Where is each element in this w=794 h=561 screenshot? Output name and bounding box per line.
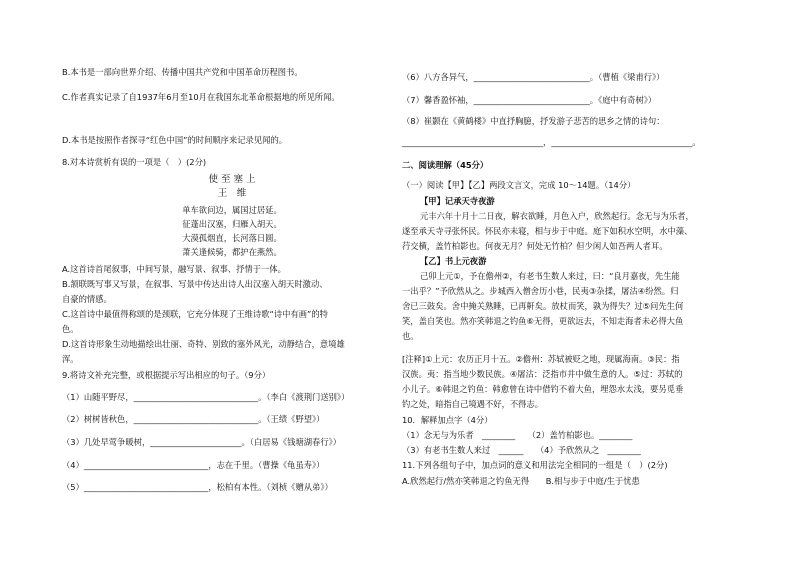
- notes-line: 钓之处，暗指自己境遇不好，不得志。: [402, 399, 544, 409]
- q8-option-d-cont: 浑。: [62, 354, 79, 364]
- poem-line: 单车欲问边，属国过居延。: [182, 205, 282, 215]
- section-2-heading: 二、阅读理解（45分）: [402, 160, 489, 170]
- q8-option-b: B.颔联既写事又写景，在叙事、写景中传达出诗人出汉塞入胡天时激动、: [62, 279, 328, 289]
- q9-item-2: （2）树树皆秋色，______________________________。（王绩《野望》）: [62, 414, 325, 424]
- passage-yi-line: 笑，盖自笑也。然亦笑韩退之钓鱼⑥无得，更欲远去，不知走海者未必得大鱼: [402, 316, 684, 326]
- q9-item-1: （1）山随平野尽，______________________________。（李白《渡荆门送别》）: [62, 392, 350, 402]
- q9-item-8-blank: __________________________________，__________________________________。: [402, 137, 701, 147]
- subsection-1-heading: （一）阅读【甲】【乙】两段文言文，完成 10～14题。（14分）: [402, 180, 636, 190]
- q9-item-5: （5）______________________________，松柏有本性。（刘桢《赠从弟》）: [62, 482, 333, 492]
- question-9: 9.将诗文补充完整，或根据提示写出相应的句子。（9分）: [62, 370, 271, 380]
- q8-option-d: D.这首诗形象生动地描绘出壮丽、奇特、别致的塞外风光，动静结合，意境雄: [62, 339, 345, 349]
- question-8: 8.对本诗赏析有误的一项是（ ）(2分): [62, 157, 207, 167]
- poem-line: 萧关逢候骑，都护在燕然。: [182, 247, 282, 257]
- option-d: D.本书是按照作者探寻“红色中国”的时间顺序来记录见闻的。: [62, 135, 288, 145]
- option-b: B.本书是一部向世界介绍、传播中国共产党和中国革命历程图书。: [62, 67, 303, 77]
- question-10: 10．解释加点字（4分）: [402, 415, 493, 425]
- q9-item-3: （3）几处早莺争暖树，______________________。（白居易《钱塘湖春行》）: [62, 437, 342, 447]
- poem-line: 征蓬出汉塞，归雁入胡天。: [182, 219, 282, 229]
- poem-line: 大漠孤烟直，长河落日圆。: [182, 233, 282, 243]
- notes-line: 汉族。夷：指当地少数民族。④屠沽：泛指市井中做生意的人。⑤过：苏轼的: [402, 369, 683, 379]
- q10-row-2: （3）有老书生数人来过 ______ （4）予欣然从之 ________: [402, 445, 641, 455]
- q10-row-1: （1）念无与为乐者 ________ （2）盖竹柏影也。________: [402, 430, 633, 440]
- q11-options: A.欣然起行/然亦笑韩退之钓鱼无得 B.相与步于中庭/生于忧患: [402, 476, 640, 486]
- passage-yi-line: 也。: [402, 331, 419, 341]
- q8-option-b-cont: 自豪的情感。: [62, 294, 112, 304]
- q8-option-a: A.这首诗首尾叙事，中间写景，融写景、叙事、抒情于一体。: [62, 264, 286, 274]
- passage-yi-line: 舍已三鼓矣。舍中掩关熟睡，已再鼾矣。放杖而笑，孰为得失？过⑤问先生何: [402, 301, 684, 311]
- q9-item-7: （7）馨香盈怀袖，____________________________。《庭中有奇树》）: [402, 95, 657, 105]
- passage-jia-line: 遂至承天寺寻张怀民。怀民亦未寝，相与步于中庭。庭下如积水空明，水中藻、: [402, 226, 693, 236]
- passage-jia-title: 【甲】记承天寺夜游: [420, 196, 495, 206]
- q9-item-8: （8）崔颢在《黄鹤楼》中直抒胸臆，抒发游子悲苦的思乡之情的诗句：: [402, 116, 665, 126]
- notes-line: [注释]①上元：农历正月十五。②儋州：苏轼被贬之地，现属海南。③民：指: [402, 354, 680, 364]
- question-11: 11.下列各组句子中，加点词的意义和用法完全相同的一组是（ ）(2分): [402, 460, 668, 470]
- q8-option-c-cont: 色。: [62, 324, 79, 334]
- q9-item-4: （4）______________________________，志在千里。（曹操《龟虽寿》）: [62, 460, 325, 470]
- passage-yi-title: 【乙】书上元夜游: [420, 256, 487, 266]
- option-c: C.作者真实记录了自1937年6月至10月在我国东北革命根据地的所见所闻。: [62, 92, 340, 102]
- poem-author: 王 维: [217, 188, 247, 199]
- notes-line: 小儿子。⑥韩退之钓鱼：韩愈曾在诗中借钓不着大鱼，埋怨水太浅，要另觅垂: [402, 384, 684, 394]
- passage-jia-line: 荇交横，盖竹柏影也。何夜无月？何处无竹柏？但少闲人如吾两人者耳。: [402, 241, 668, 251]
- poem-title: 使 至 塞 上: [208, 174, 256, 185]
- passage-yi-line: 一出乎？”予欣然从之。步城西入僧舍历小巷，民夷③杂揉，屠沽④纷然。归: [402, 286, 679, 296]
- q8-option-c: C.这首诗中最值得称颂的是颈联，它充分体现了王维诗歌“诗中有画”的特: [62, 309, 328, 319]
- q9-item-6: （6）八方各异气，____________________________。（曹植《梁甫行》）: [402, 72, 665, 82]
- passage-jia-line: 元丰六年十月十二日夜，解衣欲睡，月色入户，欣然起行。念无与为乐者，: [420, 211, 694, 221]
- passage-yi-line: 己卯上元①，予在儋州②，有老书生数人来过，曰：“良月嘉夜，先生能: [420, 271, 680, 281]
